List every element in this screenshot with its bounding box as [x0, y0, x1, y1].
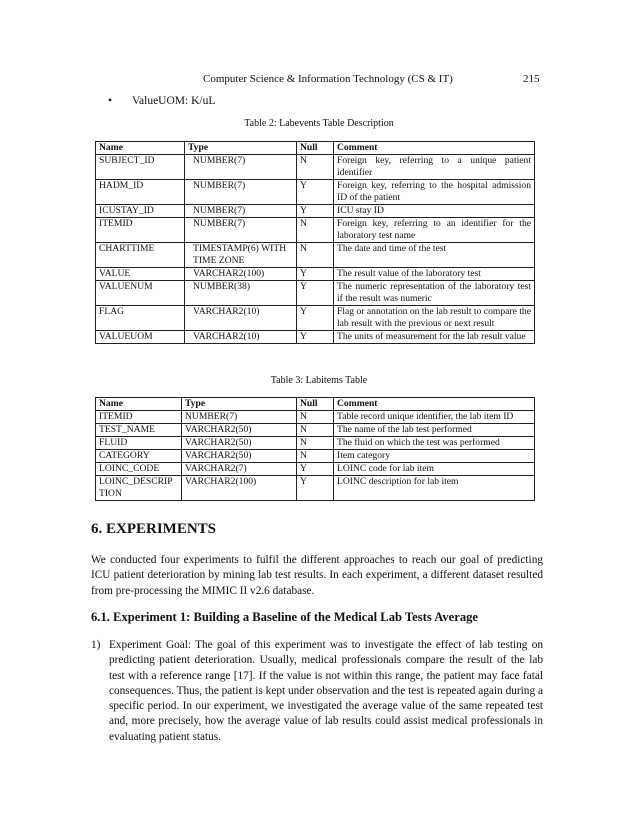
- comment-cell: Foreign key, referring to a unique patient identifier: [334, 155, 535, 180]
- table-row: [96, 268, 535, 281]
- type-cell: VARCHAR2(10): [185, 331, 297, 344]
- table-row: [96, 463, 535, 476]
- comment-cell: Foreign key, referring to an identifier for the laboratory test name: [334, 218, 535, 243]
- table2-caption: Table 2: Labevents Table Description: [244, 118, 394, 129]
- column-header: Comment: [334, 142, 535, 155]
- comment-cell: Foreign key, referring to the hospital admission ID of the patient: [334, 180, 535, 205]
- name-cell: FLAG: [96, 306, 185, 331]
- null-cell: Y: [297, 268, 334, 281]
- name-cell: VALUEUOM: [96, 331, 185, 344]
- type-cell: NUMBER(7): [185, 218, 297, 243]
- name-cell: VALUENUM: [96, 281, 185, 306]
- type-cell: VARCHAR2(50): [182, 437, 297, 450]
- name-cell: CHARTTIME: [96, 243, 185, 268]
- list-item-number: 1): [91, 639, 101, 651]
- type-cell: VARCHAR2(100): [185, 268, 297, 281]
- null-cell: N: [297, 155, 334, 180]
- name-cell: LOINC_CODE: [96, 463, 182, 476]
- name-cell: HADM_ID: [96, 180, 185, 205]
- column-header: Name: [96, 398, 182, 411]
- type-cell: NUMBER(7): [185, 155, 297, 180]
- type-cell: NUMBER(38): [185, 281, 297, 306]
- type-cell: VARCHAR2(10): [185, 306, 297, 331]
- type-cell: NUMBER(7): [185, 205, 297, 218]
- name-cell: LOINC_DESCRIPTION: [96, 476, 182, 501]
- table-row: [96, 218, 535, 243]
- table-row: [96, 476, 535, 501]
- table-header-row: [96, 398, 535, 411]
- labitems-table: [95, 397, 535, 501]
- null-cell: N: [297, 243, 334, 268]
- null-cell: Y: [297, 281, 334, 306]
- page-number: 215: [523, 73, 540, 85]
- null-cell: Y: [297, 331, 334, 344]
- name-cell: TEST_NAME: [96, 424, 182, 437]
- table-row: [96, 155, 535, 180]
- comment-cell: The numeric representation of the laboratory test if the result was numeric: [334, 281, 535, 306]
- table-header-row: [96, 142, 535, 155]
- table-row: [96, 450, 535, 463]
- table3-caption: Table 3: Labitems Table: [270, 375, 368, 386]
- labevents-table: [95, 141, 535, 344]
- bullet-item: [108, 95, 215, 107]
- comment-cell: LOINC code for lab item: [334, 463, 535, 476]
- type-cell: VARCHAR2(50): [182, 450, 297, 463]
- comment-cell: ICU stay ID: [334, 205, 535, 218]
- comment-cell: The units of measurement for the lab result value: [334, 331, 535, 344]
- name-cell: ICUSTAY_ID: [96, 205, 185, 218]
- name-cell: FLUID: [96, 437, 182, 450]
- type-cell: VARCHAR2(7): [182, 463, 297, 476]
- table-row: [96, 331, 535, 344]
- null-cell: Y: [297, 180, 334, 205]
- column-header: Type: [182, 398, 297, 411]
- comment-cell: The date and time of the test: [334, 243, 535, 268]
- table-row: [96, 205, 535, 218]
- table-row: [96, 281, 535, 306]
- comment-cell: Flag or annotation on the lab result to compare the lab result with the previous or next result: [334, 306, 535, 331]
- subsection-heading-experiment-1: 6.1. Experiment 1: Building a Baseline of the Medical Lab Tests Average: [91, 610, 479, 624]
- type-cell: VARCHAR2(100): [182, 476, 297, 501]
- section-paragraph: We conducted four experiments to fulfil the different approaches to reach our goal of predicting ICU patient deterioration by mining lab test results. In each experiment, a different dataset resulted from pre-processing the MIMIC II v2.6 database.: [91, 554, 543, 597]
- null-cell: Y: [297, 205, 334, 218]
- numbered-list-item: [91, 638, 543, 745]
- column-header: Null: [297, 142, 334, 155]
- list-item-text: Experiment Goal: The goal of this experiment was to investigate the effect of lab testing on predicting patient deterioration. Usually, medical professionals compare the result of the lab test with a reference range [17]. If the value is not within this range, the patient may face fatal consequences. Thus, the patient is kept under observation and the test is repeated again during a specific period. In our experiment, we investigated the average value of the same repeated test and, more precisely, how the average value of lab results could assist medical professionals in evaluating patient status.: [109, 639, 543, 743]
- table-row: [96, 411, 535, 424]
- comment-cell: The name of the lab test performed: [334, 424, 535, 437]
- table-row: [96, 306, 535, 331]
- table-row: [96, 437, 535, 450]
- bullet-text: ValueUOM: K/uL: [132, 95, 216, 107]
- journal-title: Computer Science & Information Technology (CS & IT): [203, 73, 453, 85]
- column-header: Comment: [334, 398, 535, 411]
- comment-cell: Table record unique identifier, the lab item ID: [334, 411, 535, 424]
- name-cell: SUBJECT_ID: [96, 155, 185, 180]
- comment-cell: The fluid on which the test was performed: [334, 437, 535, 450]
- section-heading-experiments: 6. EXPERIMENTS: [91, 521, 217, 537]
- table-row: [96, 180, 535, 205]
- null-cell: N: [297, 437, 334, 450]
- comment-cell: LOINC description for lab item: [334, 476, 535, 501]
- column-header: Type: [185, 142, 297, 155]
- name-cell: ITEMID: [96, 218, 185, 243]
- null-cell: N: [297, 424, 334, 437]
- type-cell: NUMBER(7): [185, 180, 297, 205]
- table-row: [96, 243, 535, 268]
- type-cell: TIMESTAMP(6) WITH TIME ZONE: [185, 243, 297, 268]
- comment-cell: Item category: [334, 450, 535, 463]
- null-cell: N: [297, 450, 334, 463]
- null-cell: Y: [297, 463, 334, 476]
- column-header: Null: [297, 398, 334, 411]
- null-cell: Y: [297, 476, 334, 501]
- table-row: [96, 424, 535, 437]
- type-cell: NUMBER(7): [182, 411, 297, 424]
- comment-cell: The result value of the laboratory test: [334, 268, 535, 281]
- name-cell: ITEMID: [96, 411, 182, 424]
- name-cell: CATEGORY: [96, 450, 182, 463]
- null-cell: Y: [297, 306, 334, 331]
- column-header: Name: [96, 142, 185, 155]
- type-cell: VARCHAR2(50): [182, 424, 297, 437]
- null-cell: N: [297, 218, 334, 243]
- null-cell: N: [297, 411, 334, 424]
- bullet-icon: •: [108, 95, 113, 107]
- name-cell: VALUE: [96, 268, 185, 281]
